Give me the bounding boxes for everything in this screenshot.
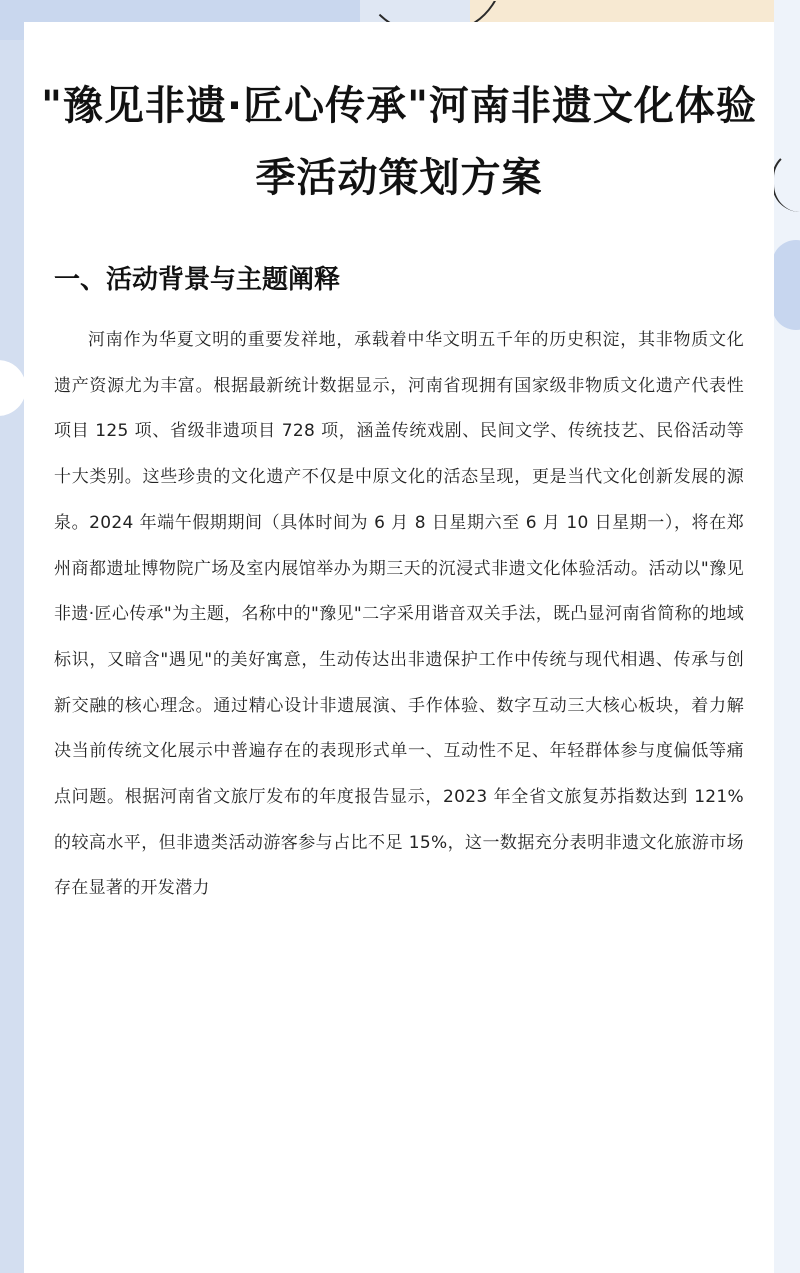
document-title: "豫见非遗·匠心传承"河南非遗文化体验季活动策划方案 <box>41 83 757 201</box>
background-right-blob <box>772 240 800 330</box>
background-left-strip <box>0 0 24 1273</box>
section-heading: 一、活动背景与主题阐释 <box>54 265 341 295</box>
body-paragraph: 河南作为华夏文明的重要发祥地，承载着中华文明五千年的历史积淀，其非物质文化遗产资源尤为丰富。根据最新统计数据显示，河南省现拥有国家级非物质文化遗产代表性项目 125 项、省级非遗项目 728 项，涵盖传统戏剧、民间文学、传统技艺、民俗活动等十大类别。这些珍贵的文化遗产不仅是中原文化的活态呈现，更是当代文化创新发展的源泉。2024 年端午假期期间（具体时间为 6 月 8 日星期六至 6 月 10 日星期一），将在郑州商都遗址博物院广场及室内展馆举办为期三天的沉浸式非遗文化体验活动。活动以"豫见非遗·匠心传承"为主题，名称中的"豫见"二字采用谐音双关手法，既凸显河南省简称的地域标识，又暗含"遇见"的美好寓意，生动传达出非遗保护工作中传统与现代相遇、传承与创新交融的核心理念。通过精心设计非遗展演、手作体验、数字互动三大核心板块，着力解决当前传统文化展示中普遍存在的表现形式单一、互动性不足、年轻群体参与度偏低等痛点问题。根据河南省文旅厅发布的年度报告显示，2023 年全省文旅复苏指数达到 121%的较高水平，但非遗类活动游客参与占比不足 15%，这一数据充分表明非遗文化旅游市场存在显著的开发潜力 <box>54 330 744 899</box>
document-page <box>24 22 774 1273</box>
